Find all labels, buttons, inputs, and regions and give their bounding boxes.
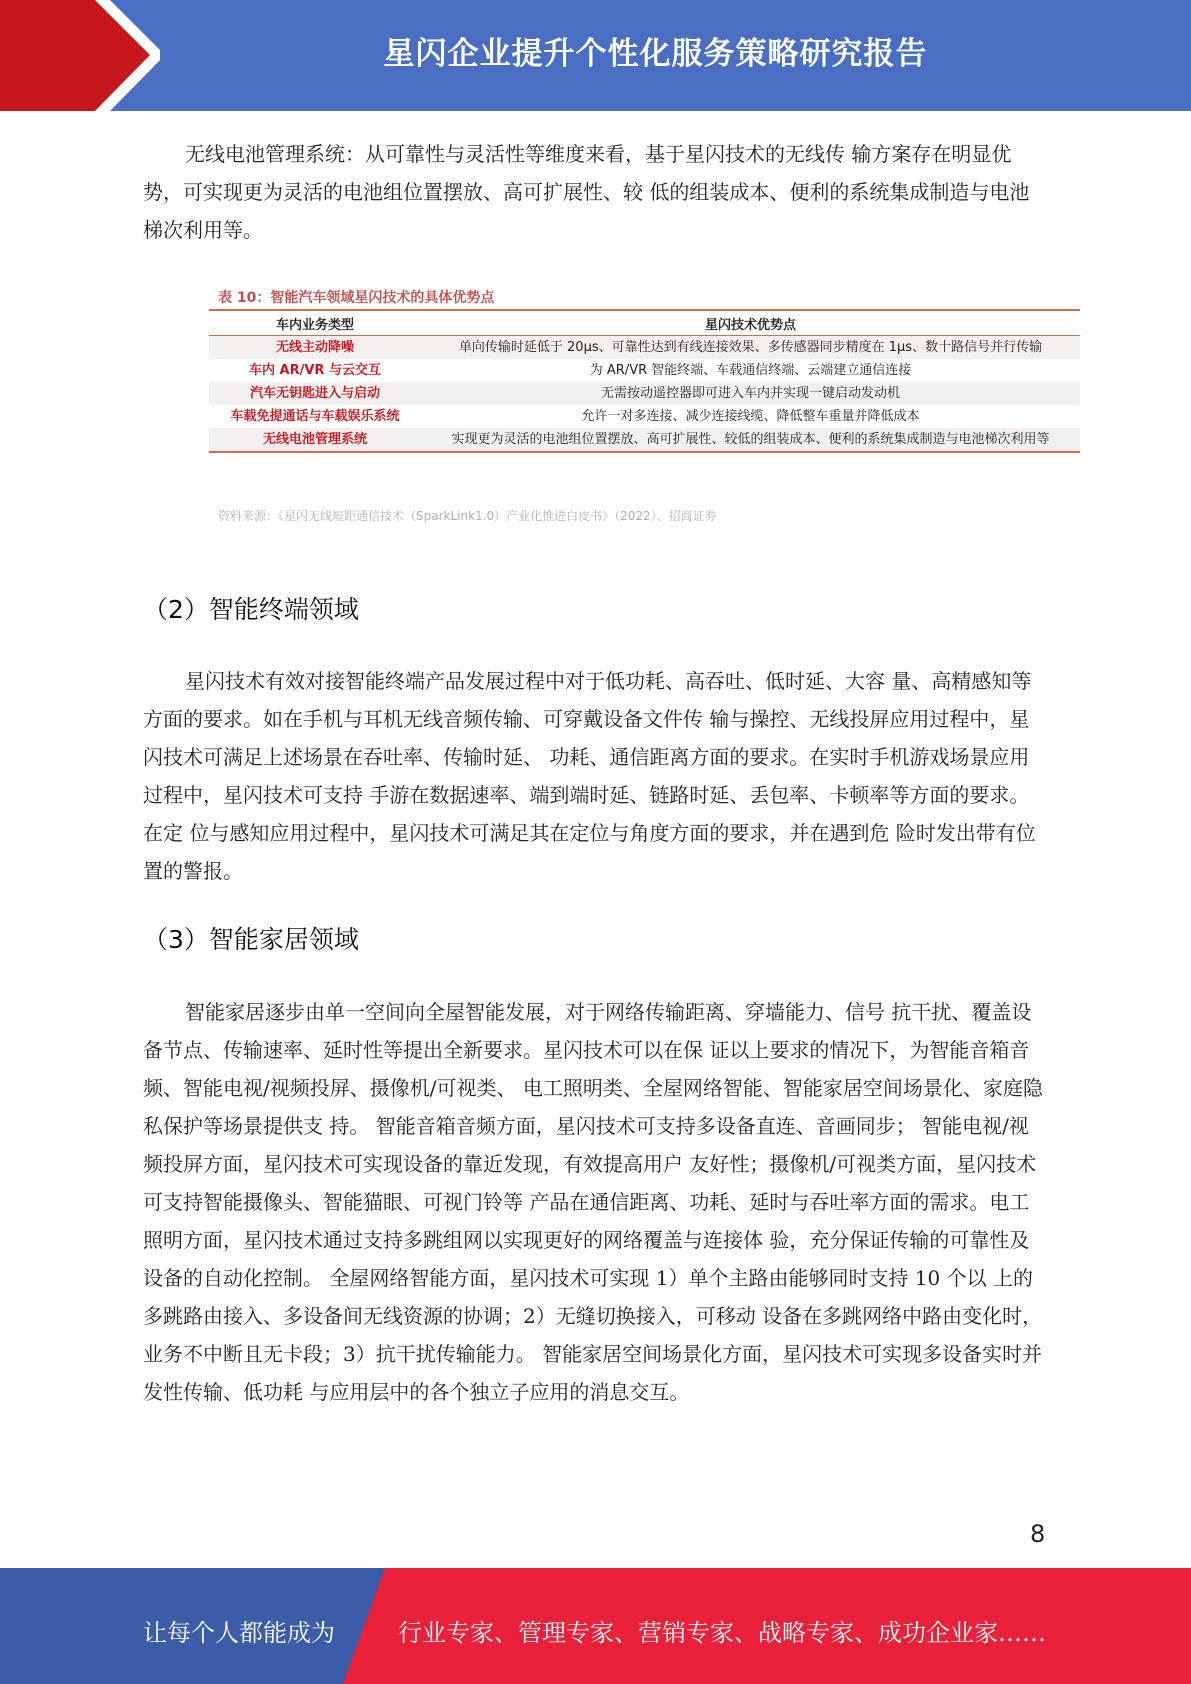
table-row [209,405,1080,428]
table-row [209,382,1080,405]
report-title: 星闪企业提升个性化服务策略研究报告 [383,36,928,72]
row-advantage: 为 AR/VR 智能终端、车载通信终端、云端建立通信连接 [589,363,912,378]
row-type: 车内 AR/VR 与云交互 [249,363,381,378]
row-type: 无线主动降噪 [209,336,421,360]
section-paragraph: 星闪技术有效对接智能终端产品发展过程中对于低功耗、高吞吐、低时延、大容 量、高精感知等方面的要求。如在手机与耳机无线音频传输、可穿戴设备文件传 输与操控、无线投屏应用过程中，星闪技术可满足上述场景在吞吐率、传输时延、 功耗、通信距离方面的要求。在实时手机游戏场景应用过程中，星闪技术可支持 手游在数据速率、端到端时延、链路时延、丢包率、卡顿率等方面的要求。在定 位与感知应用过程中，星闪技术可满足其在定位与角度方面的要求，并在遇到危 险时发出带有位置的警报。 [143,669,1036,883]
table-source-note: 资料来源：《星闪无线短距通信技术（SparkLink1.0）产业化推进白皮书》（2022）、招商证券 [218,509,717,523]
table-row [209,359,1080,382]
footer-banner [0,1568,1191,1684]
row-type: 汽车无钥匙进入与启动 [209,382,421,405]
section-heading: （2）智能终端领域 [143,595,359,624]
page-number: 8 [1030,1520,1046,1548]
footer-slogan-right: 行业专家、管理专家、营销专家、战略专家、成功企业家…… [398,1619,1046,1647]
footer-slogan-left: 让每个人都能成为 [143,1619,335,1647]
intro-paragraph: 无线电池管理系统：从可靠性与灵活性等维度来看，基于星闪技术的无线传 输方案存在明显优势，可实现更为灵活的电池组位置摆放、高可扩展性、较 低的组装成本、便利的系统集成制造与电池梯次利用等。 [143,142,1030,242]
column-header-advantage: 星闪技术优势点 [421,310,1080,336]
row-advantage: 单向传输时延低于 20μs、可靠性达到有线连接效果、多传感器同步精度在 1μs、数十路信号并行传输 [421,336,1080,360]
table-header-row [209,310,1080,336]
header-banner [0,0,1191,111]
table-row [209,428,1080,452]
table-row [209,336,1080,360]
table-caption: 表 10：智能汽车领域星闪技术的具体优势点 [218,290,495,306]
section-paragraph: 智能家居逐步由单一空间向全屋智能发展，对于网络传输距离、穿墙能力、信号 抗干扰、覆盖设备节点、传输速率、延时性等提出全新要求。星闪技术可以在保 证以上要求的情况下，为智能音箱音频、智能电视/视频投屏、摄像机/可视类、 电工照明类、全屋网络智能、智能家居空间场景化、家庭隐私保护等场景提供支 持。 智能音箱音频方面，星闪技术可支持多设备直连、音画同步； 智能电视/视频投屏方面，星闪技术可实现设备的靠近发现，有效提高用户 友好性；摄像机/可视类方面，星闪技术可支持智能摄像头、智能猫眼、可视门铃等 产品在通信距离、功耗、延时与吞吐率方面的需求。电工照明方面，星闪技术通过支持多跳组网以实现更好的网络覆盖与连接体 验，充分保证传输的可靠性及设备的自动化控制。 全屋网络智能方面，星闪技术可实现 1）单个主路由能够同时支持 10 个以 上的多跳路由接入、多设备间无线资源的协调；2）无缝切换接入，可移动 设备在多跳网络中路由变化时，业务不中断且无卡段；3）抗干扰传输能力。 智能家居空间场景化方面，星闪技术可实现多设备实时并发性传输、低功耗 与应用层中的各个独立子应用的消息交互。 [143,1000,1043,1404]
row-type: 无线电池管理系统 [209,428,421,452]
row-advantage: 实现更为灵活的电池组位置摆放、高可扩展性、较低的组装成本、便利的系统集成制造与电池梯次利用等 [421,428,1080,452]
row-advantage: 允许一对多连接、减少连接线缆、降低整车重量并降低成本 [581,409,920,424]
row-type: 车载免提通话与车载娱乐系统 [230,409,400,424]
column-header-type: 车内业务类型 [209,310,421,336]
row-advantage: 无需按动遥控器即可进入车内并实现一键启动发动机 [421,382,1080,405]
advantages-table [209,309,1080,453]
section-heading: （3）智能家居领域 [143,925,359,954]
header-arrow-decoration [0,0,160,111]
